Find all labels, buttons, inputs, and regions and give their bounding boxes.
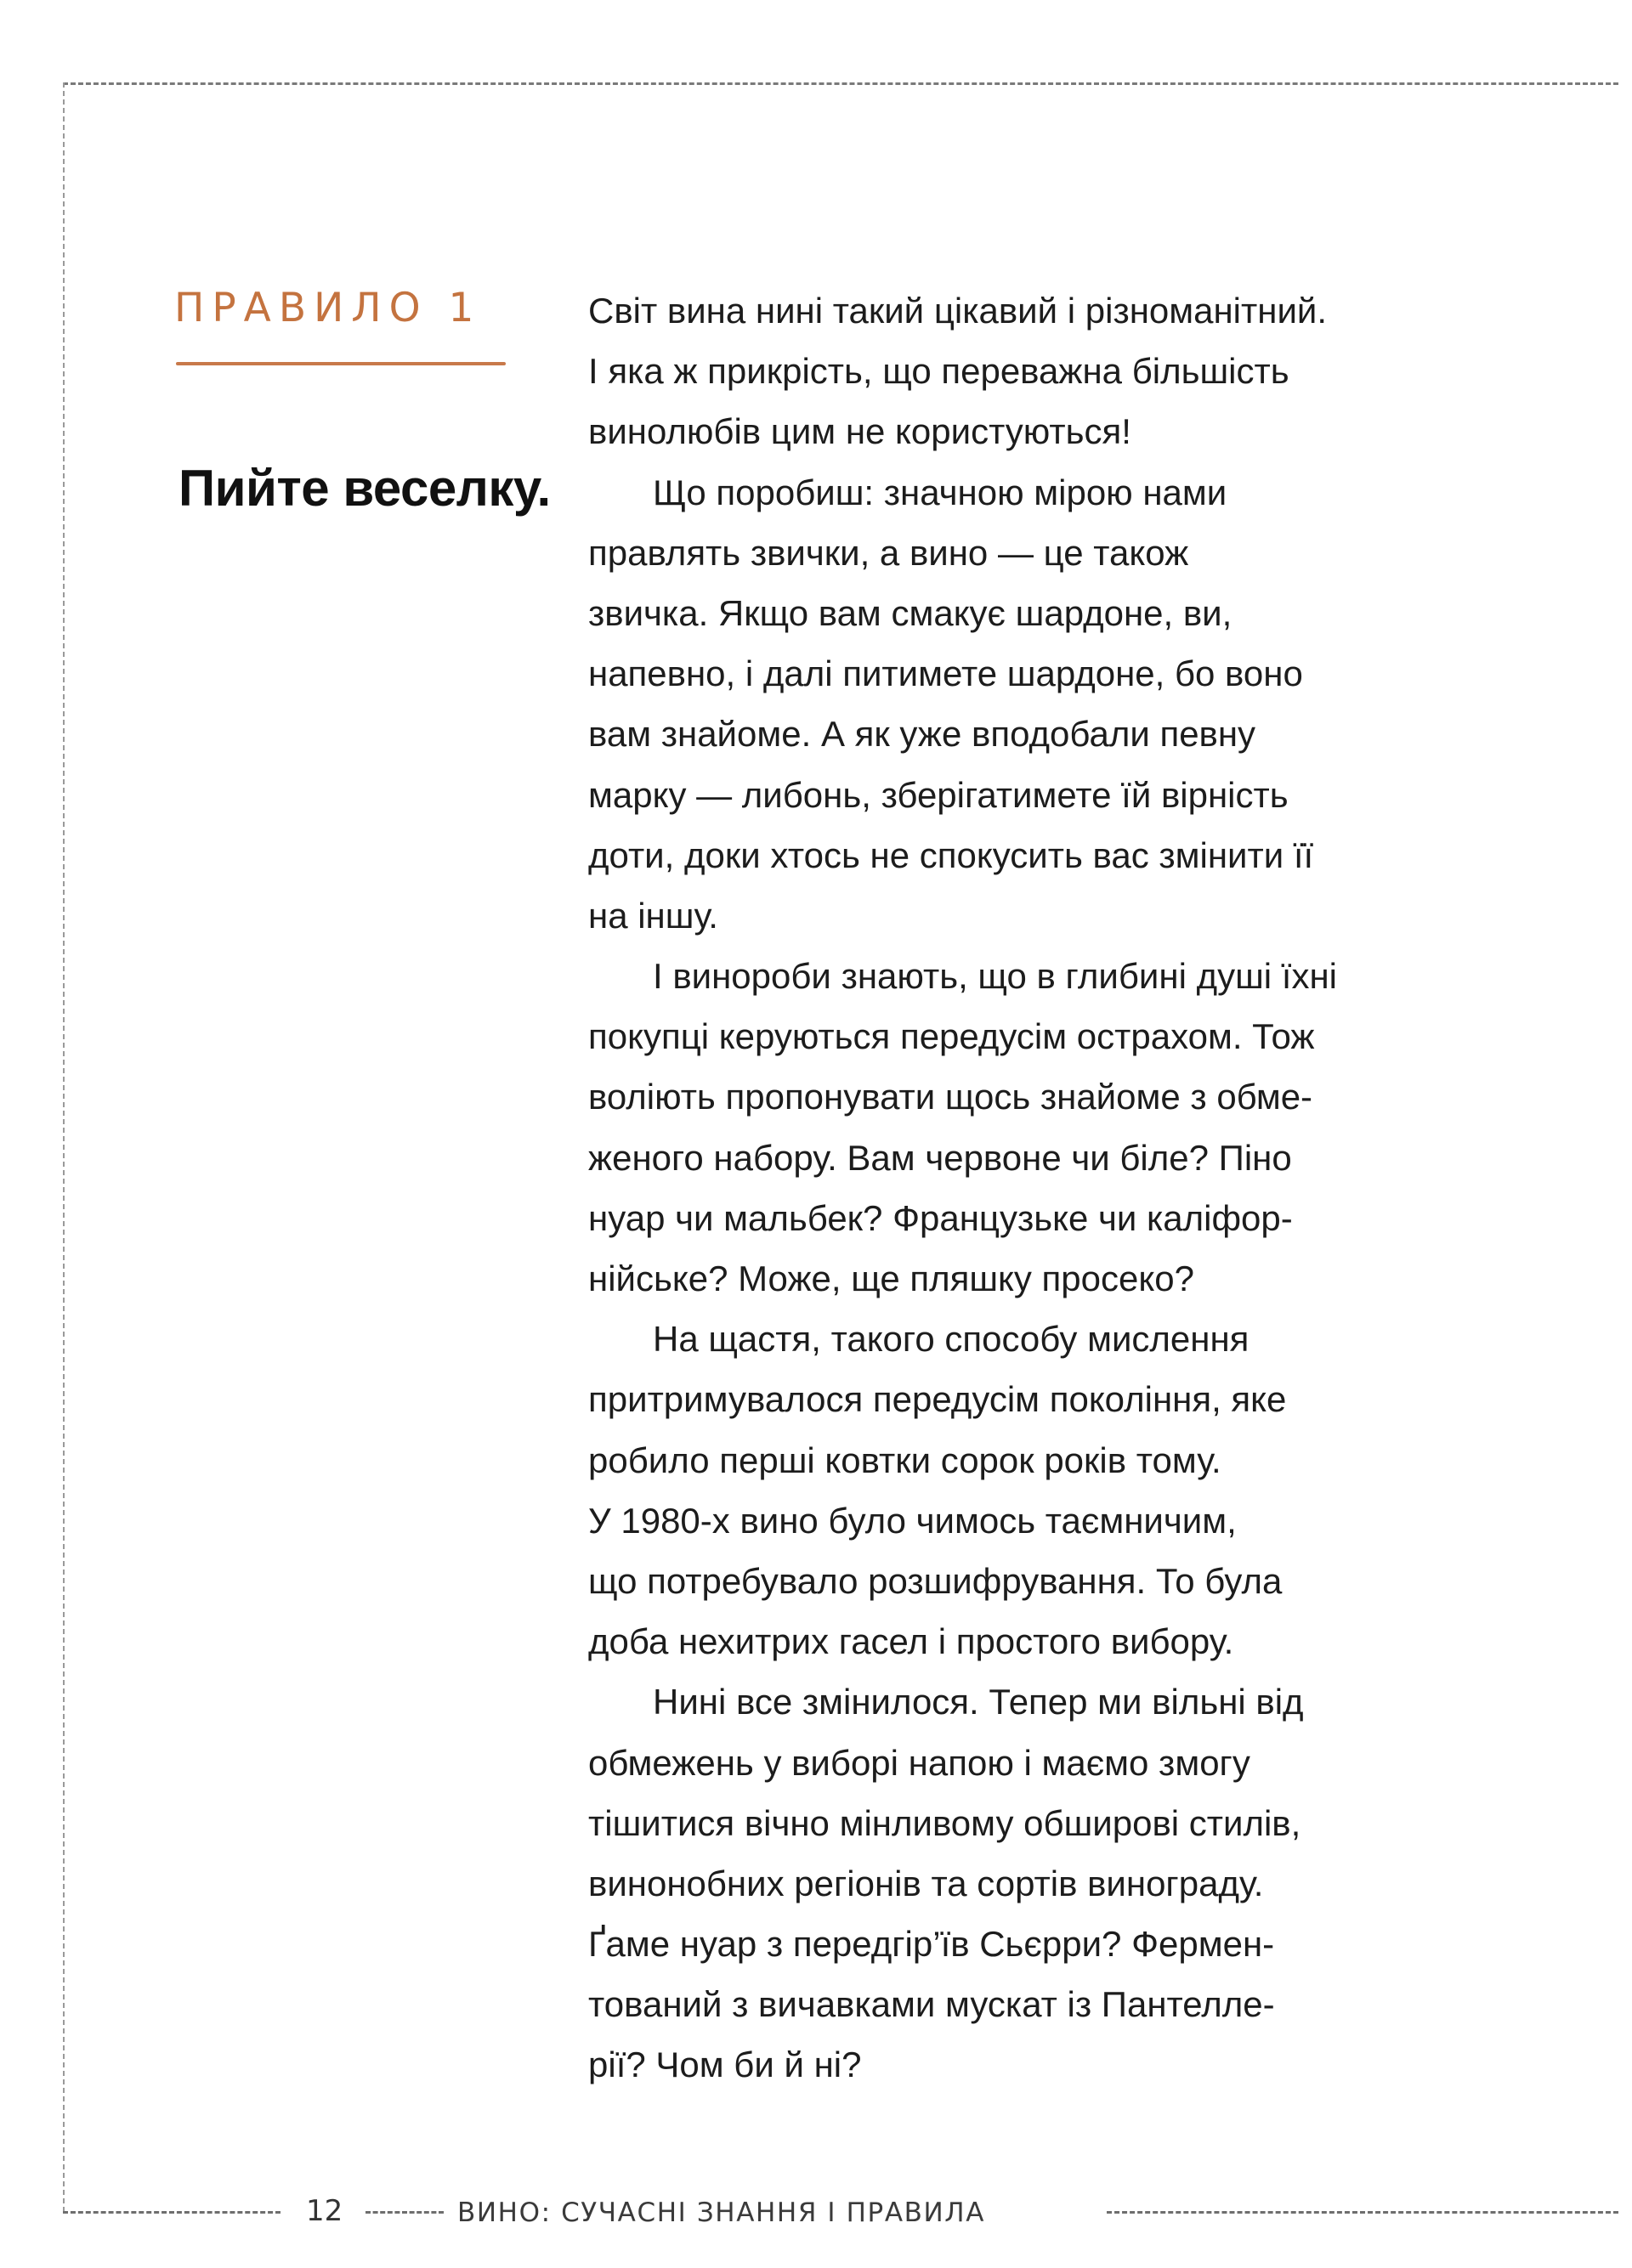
rule-title: Пийте веселку. <box>178 460 551 517</box>
page-frame-left-border <box>63 82 65 2212</box>
footer-rule-middle <box>366 2211 444 2214</box>
body-line: звичка. Якщо вам смакує шардоне, ви, <box>588 592 1232 633</box>
page-footer <box>63 2191 1618 2233</box>
body-line: Ґаме нуар з передгір’їв Сьєрри? Фермен- <box>588 1924 1275 1965</box>
body-line: напевно, і далі питимете шардоне, бо воно <box>588 653 1303 694</box>
body-line: тішитися вічно мінливому обширові стилів, <box>588 1802 1301 1843</box>
body-line: нійське? Може, ще пляшку просеко? <box>588 1258 1194 1298</box>
body-line: винолюбів цим не користуються! <box>588 411 1131 452</box>
body-line: У 1980-х вино було чимось таємничим, <box>588 1500 1237 1541</box>
body-line: правлять звички, а вино — це також <box>588 532 1189 573</box>
body-line: обмежень у виборі напою і маємо змогу <box>588 1742 1250 1783</box>
body-line: доба нехитрих гасел і простого вибору. <box>588 1621 1234 1662</box>
body-line: вам знайоме. А як уже вподобали певну <box>588 714 1256 755</box>
rule-number-heading: ПРАВИЛО 1 <box>174 285 482 331</box>
footer-rule-right <box>1107 2211 1618 2214</box>
body-line: І яка ж прикрість, що переважна більшість <box>588 351 1289 392</box>
body-line: марку — либонь, зберігатимете їй вірність <box>588 774 1289 815</box>
rule-heading-underline <box>176 362 506 365</box>
body-line: тований з вичавками мускат із Пантелле- <box>588 1984 1275 2025</box>
body-line: що потребувало розшифрування. То була <box>588 1560 1283 1601</box>
body-line: на іншу. <box>588 895 718 936</box>
body-line: На щастя, такого способу мислення <box>653 1319 1250 1360</box>
running-book-title: ВИНО: СУЧАСНІ ЗНАННЯ І ПРАВИЛА <box>457 2197 986 2228</box>
body-line: Світ вина нині такий цікавий і різноманітний. <box>588 291 1328 331</box>
body-line: доти, доки хтось не спокусить вас змінити її <box>588 834 1314 875</box>
body-line: Нині все змінилося. Тепер ми вільні від <box>653 1682 1304 1722</box>
body-line: робило перші ковтки сорок років тому. <box>588 1439 1221 1480</box>
body-line: воліють пропонувати щось знайоме з обме- <box>588 1077 1313 1117</box>
body-line: притримувалося передусім покоління, яке <box>588 1379 1287 1420</box>
body-line: женого набору. Вам червоне чи біле? Піно <box>588 1137 1292 1178</box>
body-text <box>588 280 1481 2095</box>
body-line: нуар чи мальбек? Французьке чи каліфор- <box>588 1197 1293 1238</box>
page-frame-top-border <box>63 82 1618 85</box>
body-line: винонобних регіонів та сортів винограду. <box>588 1863 1264 1903</box>
footer-rule-left <box>63 2211 280 2214</box>
page-number: 12 <box>306 2194 343 2228</box>
body-line: І винороби знають, що в глибині душі їхні <box>653 956 1337 997</box>
body-line: покупці керуються передусім острахом. Тож <box>588 1016 1315 1057</box>
body-line: рії? Чом би й ні? <box>588 2045 862 2085</box>
body-line: Що поробиш: значною мірою нами <box>653 472 1227 512</box>
